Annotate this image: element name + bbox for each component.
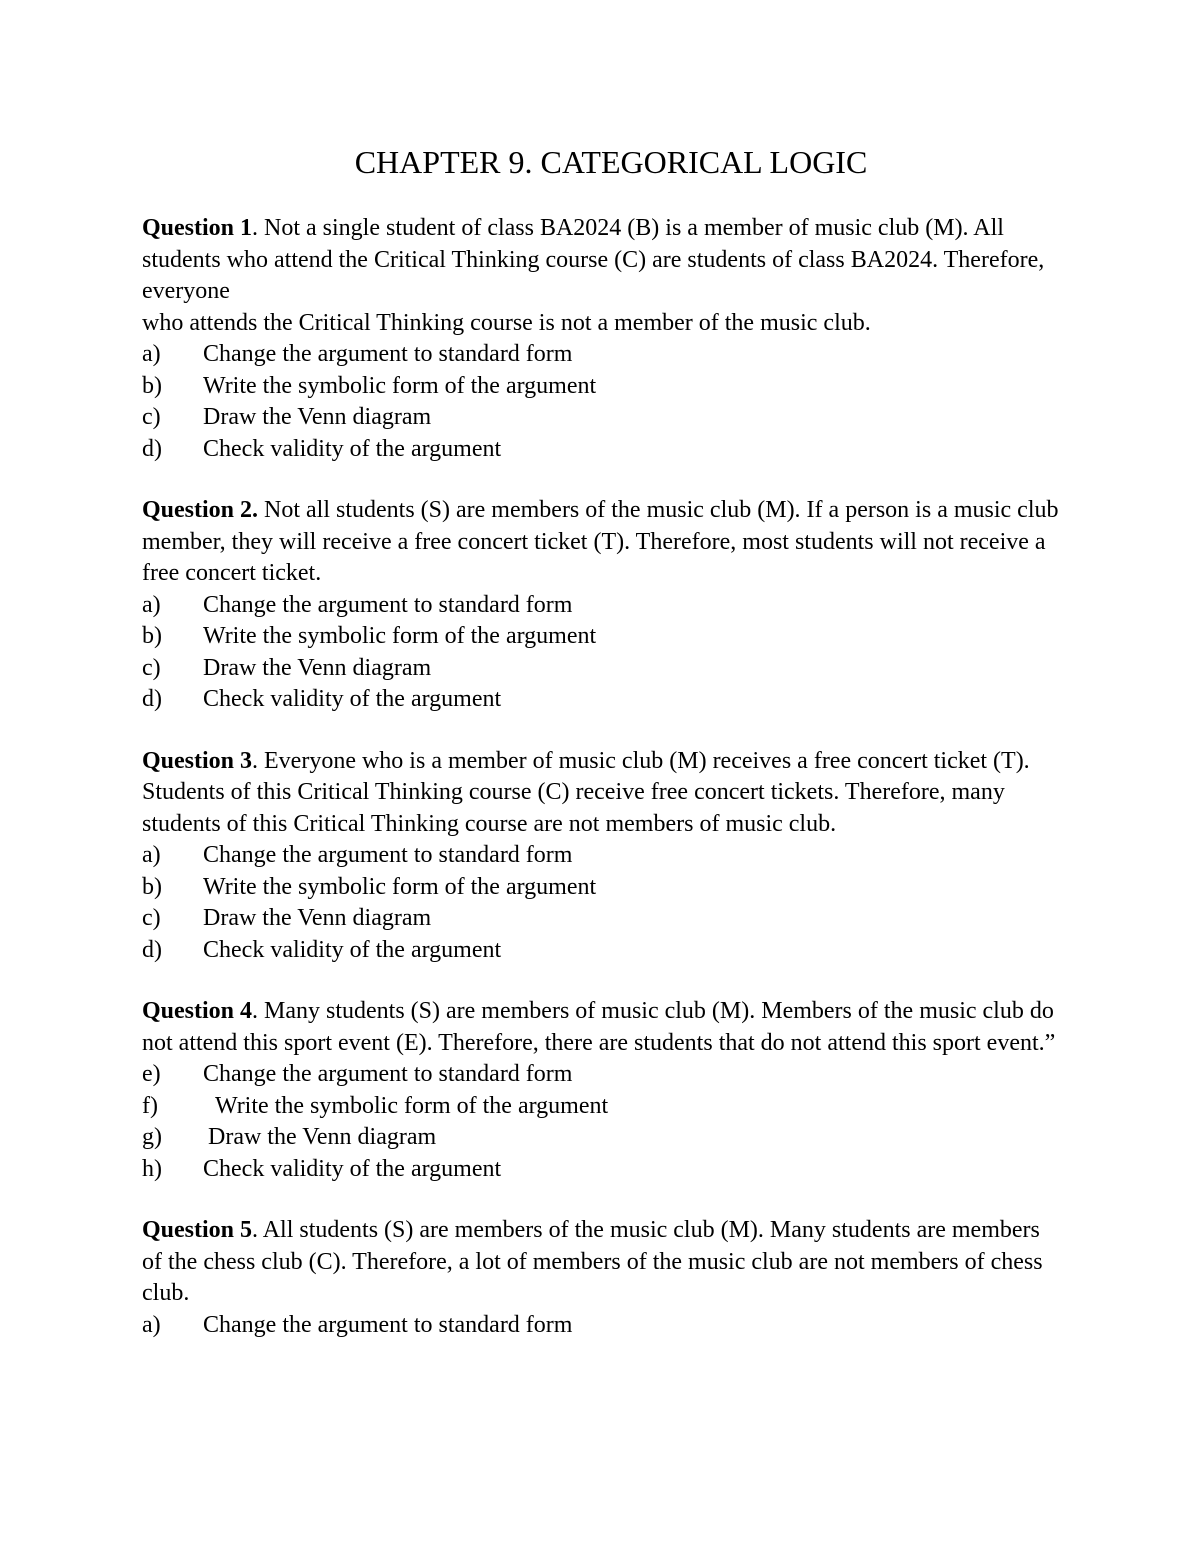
task-item (142, 1122, 1060, 1154)
question-3-tasks (142, 840, 1060, 966)
question-2-body: Not all students (S) are members of the music club (M). If a person is a music club member, they will receive a free concert ticket (T). Therefore, most students will not receive a free concert ticket. (142, 497, 1059, 586)
question-4-text (142, 996, 1060, 1059)
question-4-body: . Many students (S) are members of music club (M). Members of the music club do not attend this sport event (E). Therefore, there are students that do not attend this sport event.” (142, 998, 1056, 1056)
task-marker: a) (142, 341, 161, 367)
question-4-tasks (142, 1059, 1060, 1185)
task-text: Change the argument to standard form (203, 1061, 573, 1087)
task-item (142, 590, 1060, 622)
task-item (142, 339, 1060, 371)
task-item (142, 402, 1060, 434)
chapter-title: CHAPTER 9. CATEGORICAL LOGIC (354, 144, 868, 180)
task-marker: b) (142, 623, 162, 649)
task-item (142, 653, 1060, 685)
question-1-tasks (142, 339, 1060, 465)
question-2-label: Question 2. (142, 497, 259, 523)
question-1-body: Not a single student of class BA2024 (B) is a member of music club (M). All students who attend the Critical Thinking course (C) are students of class BA2024. Therefore, everyone (142, 215, 1045, 304)
task-item (142, 903, 1060, 935)
task-item (142, 371, 1060, 403)
task-marker: e) (142, 1061, 161, 1087)
task-marker: d) (142, 936, 162, 963)
question-5-body: . All students (S) are members of the music club (M). Many students are members of the chess club (C). Therefore, a lot of members of the music club are not members of chess club. (142, 1217, 1043, 1306)
task-marker: d) (142, 435, 162, 462)
question-5-tasks (142, 1310, 1060, 1342)
question-5-label: Question 5 (142, 1217, 253, 1243)
task-text: Write the symbolic form of the argument (203, 873, 597, 900)
task-text: Change the argument to standard form (203, 341, 573, 367)
task-item (142, 434, 1060, 466)
task-item (142, 684, 1060, 716)
task-text: Change the argument to standard form (203, 1311, 573, 1338)
task-marker: a) (142, 1311, 161, 1338)
question-1-text (142, 213, 1060, 339)
task-marker: a) (142, 591, 161, 618)
task-text: Draw the Venn diagram (203, 404, 432, 430)
task-item (142, 1059, 1060, 1091)
question-3-label: Question 3 (142, 747, 253, 774)
task-text: Write the symbolic form of the argument (203, 372, 597, 399)
task-marker: b) (142, 873, 162, 900)
question-1-body-cont: who attends the Critical Thinking course is not a member of the music club. (142, 309, 871, 336)
task-text: Draw the Venn diagram (203, 654, 432, 681)
task-text: Change the argument to standard form (203, 842, 573, 868)
question-1 (142, 213, 1060, 465)
task-item (142, 1154, 1060, 1186)
question-1-label: Question 1 (142, 215, 253, 241)
task-text: Write the symbolic form of the argument (215, 1092, 609, 1119)
task-marker: f) (142, 1092, 158, 1119)
task-text: Check validity of the argument (203, 936, 502, 963)
task-item (142, 872, 1060, 904)
question-3-text (142, 746, 1060, 841)
document-page (142, 139, 1060, 1371)
task-marker: a) (142, 842, 161, 868)
task-text: Write the symbolic form of the argument (203, 623, 597, 649)
task-text: Draw the Venn diagram (208, 1124, 437, 1150)
question-3 (142, 746, 1060, 967)
task-marker: c) (142, 654, 161, 681)
task-item (142, 1091, 1060, 1123)
question-5-text (142, 1215, 1060, 1310)
question-2 (142, 495, 1060, 716)
task-marker: c) (142, 404, 161, 430)
task-item (142, 1310, 1060, 1342)
task-marker: c) (142, 905, 161, 931)
question-4 (142, 996, 1060, 1185)
task-item (142, 935, 1060, 967)
task-marker: g) (142, 1124, 162, 1150)
task-text: Draw the Venn diagram (203, 905, 432, 931)
question-2-text (142, 495, 1060, 590)
task-marker: h) (142, 1155, 162, 1182)
question-5 (142, 1215, 1060, 1341)
question-1-label-punct: . (252, 215, 259, 241)
task-text: Check validity of the argument (203, 1155, 502, 1182)
task-item (142, 840, 1060, 872)
task-item (142, 621, 1060, 653)
question-3-body: . Everyone who is a member of music club (M) receives a free concert ticket (T). Students of this Critical Thinking course (C) receive free concert tickets. Therefore, many students of this Critical Thinking course are not members of music club. (142, 747, 1030, 837)
task-marker: b) (142, 372, 162, 399)
question-4-label: Question 4 (142, 998, 253, 1024)
task-text: Check validity of the argument (203, 686, 502, 712)
task-text: Check validity of the argument (203, 435, 502, 462)
task-marker: d) (142, 686, 162, 712)
question-2-tasks (142, 590, 1060, 716)
task-text: Change the argument to standard form (203, 591, 573, 618)
